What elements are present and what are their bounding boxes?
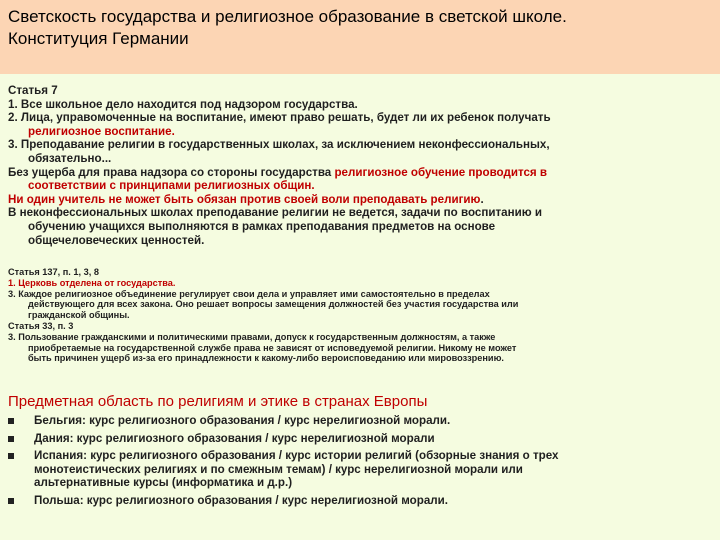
list-item-text: Польша: курс религиозного образования / курс нерелигиозной морали.: [34, 493, 448, 507]
article-7-block: [8, 84, 708, 247]
square-bullet-icon: [8, 453, 14, 459]
article-33-item-3-cont-1: приобретаемые на государственной службе права не зависят от исповедуемой религии. Никому не может: [28, 342, 517, 353]
article-137-item-3: 3. Каждое религиозное объединение регулирует свои дела и управляет ими самостоятельно в пределах: [8, 288, 490, 299]
country-list: [8, 414, 708, 512]
article-7-para-6-cont-1: обучению учащихся выполняются в рамках преподавания предметов на основе: [28, 219, 496, 233]
article-7-item-2: 2. Лица, управомоченные на воспитание, имеют право решать, будет ли их ребенок получать: [8, 111, 551, 125]
list-item-line2: монотеистических религиях и по смежным темам) / курс нерелигиозной морали или: [34, 462, 523, 476]
article-137-item-3-cont-1: действующего для всех закона. Оно решает вопросы замещения должностей без участия государства или: [28, 299, 519, 310]
article-7-item-1: 1. Все школьное дело находится под надзором государства.: [8, 97, 358, 111]
article-7-item-3: 3. Преподавание религии в государственных школах, за исключением неконфессиональных,: [8, 138, 550, 152]
article-137-item-1: 1. Церковь отделена от государства.: [8, 277, 176, 288]
article-7-para-4-highlight: религиозное обучение проводится в: [334, 165, 548, 179]
section-heading: Предметная область по религиям и этике в странах Европы: [8, 393, 428, 410]
article-137-item-3-cont-2: гражданской общины.: [28, 310, 130, 321]
article-33-heading: Статья 33, п. 3: [8, 320, 74, 331]
article-7-item-3-cont: обязательно...: [28, 151, 112, 165]
article-7-para-4-text: Без ущерба для права надзора со стороны государства: [8, 165, 335, 179]
article-7-item-2-cont: религиозное воспитание.: [28, 124, 175, 138]
article-7-para-5: [8, 193, 708, 207]
article-137-heading: Статья 137, п. 1, 3, 8: [8, 267, 99, 277]
article-33-item-3-cont-2: быть причинен ущерб из-за его принадлежности к какому-либо вероисповеданию или мировоззрению.: [28, 353, 504, 364]
article-7-para-6: В неконфессиональных школах преподавание религии не ведется, задачи по воспитанию и: [8, 206, 542, 220]
article-7-heading: Статья 7: [8, 84, 58, 97]
article-7-para-5-end: .: [480, 192, 484, 206]
article-7-para-4-cont: соответствии с принципами религиозных общин.: [28, 179, 315, 193]
list-item-line3: альтернативные курсы (информатика и д.р.): [34, 476, 293, 490]
article-7-para-4: [8, 166, 708, 180]
square-bullet-icon: [8, 498, 14, 504]
article-33-item-3: 3. Пользование гражданскими и политическими правами, допуск к государственным должностям, а также: [8, 331, 496, 342]
article-7-para-6-cont-2: общечеловеческих ценностей.: [28, 233, 205, 247]
slide-title-line2: Конституция Германии: [8, 29, 189, 48]
list-item-text: Дания: курс религиозного образования / курс нерелигиозной морали: [34, 431, 435, 445]
list-item: [8, 432, 708, 446]
list-item-line1: Испания: курс религиозного образования / курс истории религий (обзорные знания о трех: [34, 449, 559, 463]
square-bullet-icon: [8, 418, 14, 424]
square-bullet-icon: [8, 436, 14, 442]
slide-title: [8, 6, 708, 50]
article-7-para-5-highlight: Ни один учитель не может быть обязан против своей воли преподавать религию: [8, 192, 481, 206]
list-item-text: Бельгия: курс религиозного образования / курс нерелигиозной морали.: [34, 414, 451, 427]
slide-title-line1: Светскость государства и религиозное образование в светской школе.: [8, 7, 567, 26]
articles-137-33-block: [8, 267, 708, 364]
list-item: [8, 414, 708, 428]
list-item: [8, 449, 708, 490]
list-item: [8, 494, 708, 508]
